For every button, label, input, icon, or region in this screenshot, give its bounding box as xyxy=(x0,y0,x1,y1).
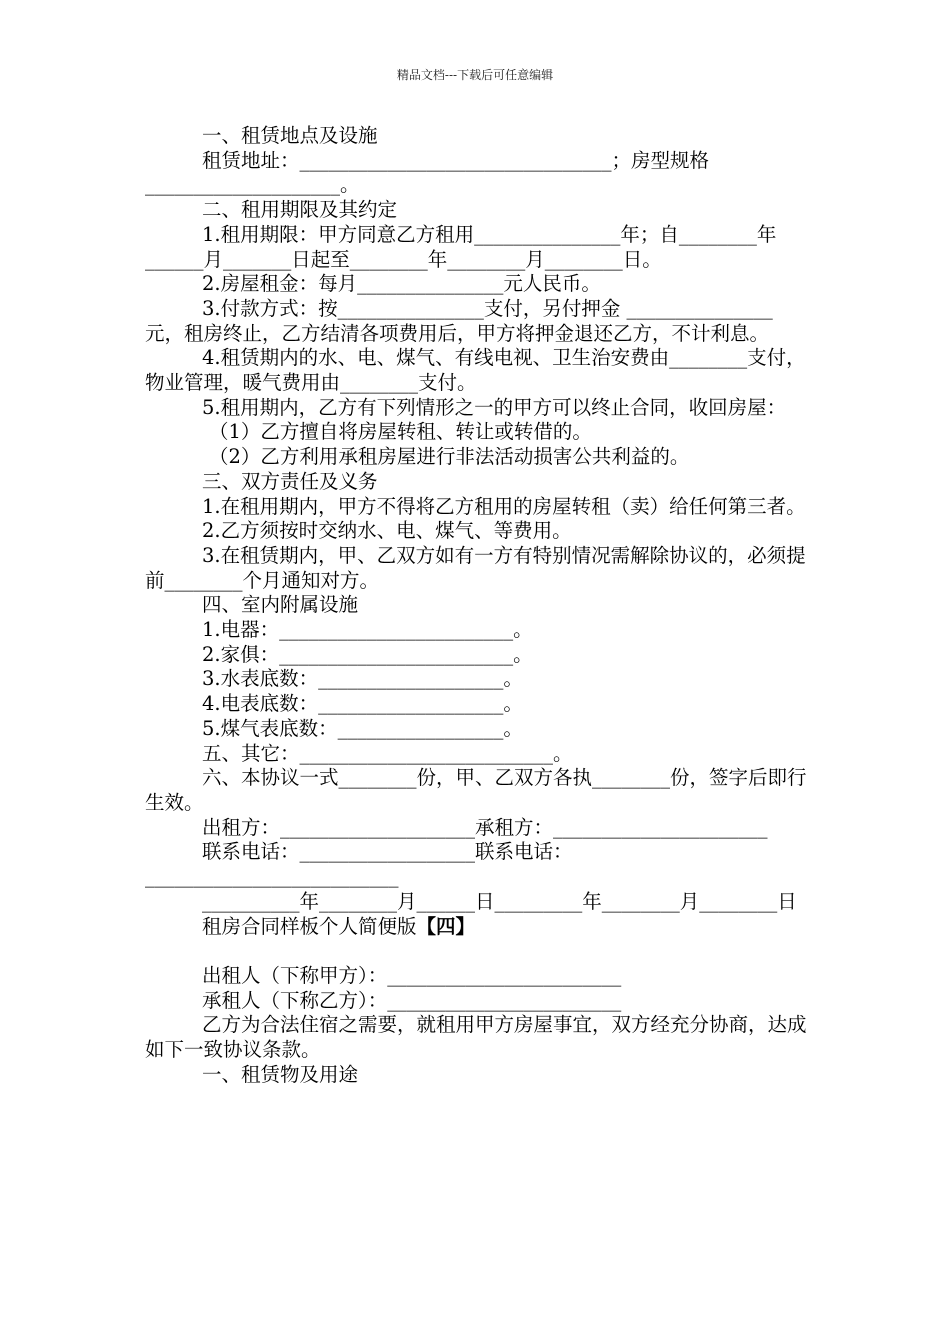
date-line: __________年________月______日_________年________月________日 xyxy=(202,889,797,913)
section-heading: 一、租赁地点及设施 xyxy=(202,124,378,147)
paragraph: 1.租用期限：甲方同意乙方租用_______________年；自________年______月_______日起至________年________月________日。 xyxy=(145,222,777,271)
paragraph: 5.煤气表底数：_________________。 xyxy=(202,716,523,740)
paragraph: 2.房屋租金：每月_______________元人民币。 xyxy=(202,272,601,296)
paragraph: 4.租赁期内的水、电、煤气、有线电视、卫生治安费由________支付，物业管理，暖气费用由________支付。 xyxy=(145,346,806,395)
section-heading: 四、室内附属设施 xyxy=(202,593,359,617)
paragraph: （1）乙方擅自将房屋转租、转让或转借的。 xyxy=(209,420,592,444)
paragraph: 租赁地址：________________________________；房型规格____________________。 xyxy=(145,148,710,197)
paragraph: 1.在租用期内，甲方不得将乙方租用的房屋转租（卖）给任何第三者。 xyxy=(202,494,806,518)
document-body xyxy=(145,124,810,1087)
signature-line: 出租方：____________________承租方：______________________ xyxy=(202,815,768,839)
paragraph: 2.乙方须按时交纳水、电、煤气、等费用。 xyxy=(202,519,572,543)
section-heading: 二、租用期限及其约定 xyxy=(202,198,398,222)
spacer xyxy=(145,939,810,964)
signature-line: 联系电话：__________________联系电话：__________________________ xyxy=(145,840,573,889)
paragraph: 4.电表底数：___________________。 xyxy=(202,692,523,716)
party-line: 出租人（下称甲方）：________________________ xyxy=(202,963,622,987)
paragraph: 2.家俱：________________________。 xyxy=(202,642,533,666)
paragraph: 3.水表底数：___________________。 xyxy=(202,667,523,691)
page-header: 精品文档---下载后可任意编辑 xyxy=(396,68,554,82)
paragraph: 5.租用期内，乙方有下列情形之一的甲方可以终止合同，收回房屋： xyxy=(202,395,787,419)
party-line: 承租人（下称乙方）：________________________ xyxy=(202,988,622,1012)
paragraph: 3.在租赁期内，甲、乙双方如有一方有特别情况需解除协议的，必须提前________个月通知对方。 xyxy=(145,543,806,592)
contract-title-text: 租房合同样板个人简便版 xyxy=(202,914,417,938)
paragraph: 1.电器：________________________。 xyxy=(202,618,533,642)
paragraph: 乙方为合法住宿之需要，就租用甲方房屋事宜，双方经充分协商，达成如下一致协议条款。 xyxy=(145,1013,807,1061)
paragraph: 六、本协议一式________份，甲、乙双方各执________份，签字后即行生效。 xyxy=(145,766,807,814)
section-heading: 一、租赁物及用途 xyxy=(202,1062,359,1086)
paragraph: 3.付款方式：按_______________支付，另付押金 _______________元，租房终止，乙方结清各项费用后，甲方将押金退还乙方，不计利息。 xyxy=(145,296,773,345)
contract-title xyxy=(145,915,810,940)
contract-number: 【四】 xyxy=(416,914,476,938)
paragraph: （2）乙方利用承租房屋进行非法活动损害公共利益的。 xyxy=(209,445,690,469)
section-heading: 五、其它：__________________________。 xyxy=(202,741,573,765)
section-heading: 三、双方责任及义务 xyxy=(202,469,378,493)
